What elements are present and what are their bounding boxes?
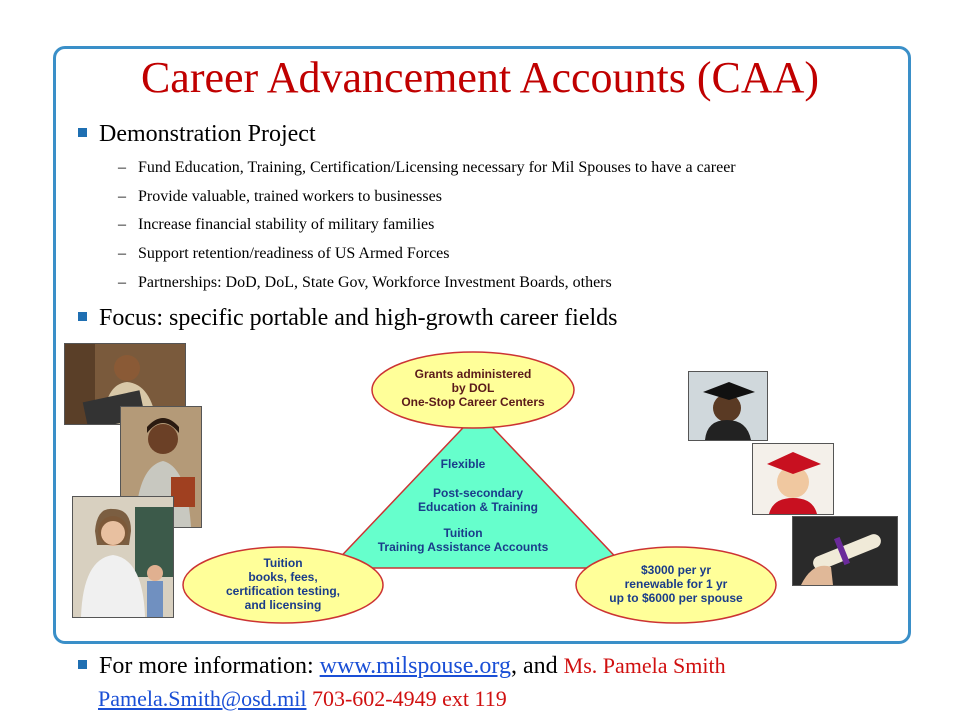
more-info-line: For more information: www.milspouse.org, and Ms. Pamela Smith	[78, 653, 726, 680]
contact-line	[98, 686, 507, 712]
sub-bullet: – Fund Education, Training, Certification/Licensing necessary for Mil Spouses to have a career	[118, 159, 736, 176]
center-post-secondary: Post-secondary Education & Training	[417, 486, 538, 514]
phone-number: 703-602-4949 ext 119	[306, 686, 507, 711]
center-tuition: Tuition Training Assistance Accounts	[377, 526, 549, 554]
sub-bullet: – Support retention/readiness of US Armed Forces	[118, 245, 450, 262]
slide-title: Career Advancement Accounts (CAA)	[140, 53, 820, 102]
left-oval-text: Tuition books, fees, certification testing, and licensing	[225, 556, 341, 612]
sub-bullet: – Increase financial stability of military families	[118, 216, 435, 233]
bullet-demonstration-project: Demonstration Project	[78, 121, 316, 148]
top-oval-text: Grants administered by DOL One-Stop Career Centers	[401, 367, 545, 409]
center-flexible: Flexible	[440, 457, 486, 471]
contact-name: Ms. Pamela Smith	[563, 653, 726, 678]
milspouse-link[interactable]: www.milspouse.org	[319, 653, 511, 679]
bullet-focus: Focus: specific portable and high-growth career fields	[78, 305, 617, 332]
right-oval-text: $3000 per yr renewable for 1 yr up to $6000 per spouse	[609, 563, 743, 605]
bullet-square-icon	[78, 660, 87, 669]
sub-bullet: – Provide valuable, trained workers to businesses	[118, 188, 442, 205]
sub-bullet: – Partnerships: DoD, DoL, State Gov, Workforce Investment Boards, others	[118, 274, 612, 291]
email-link[interactable]: Pamela.Smith@osd.mil	[98, 686, 307, 711]
